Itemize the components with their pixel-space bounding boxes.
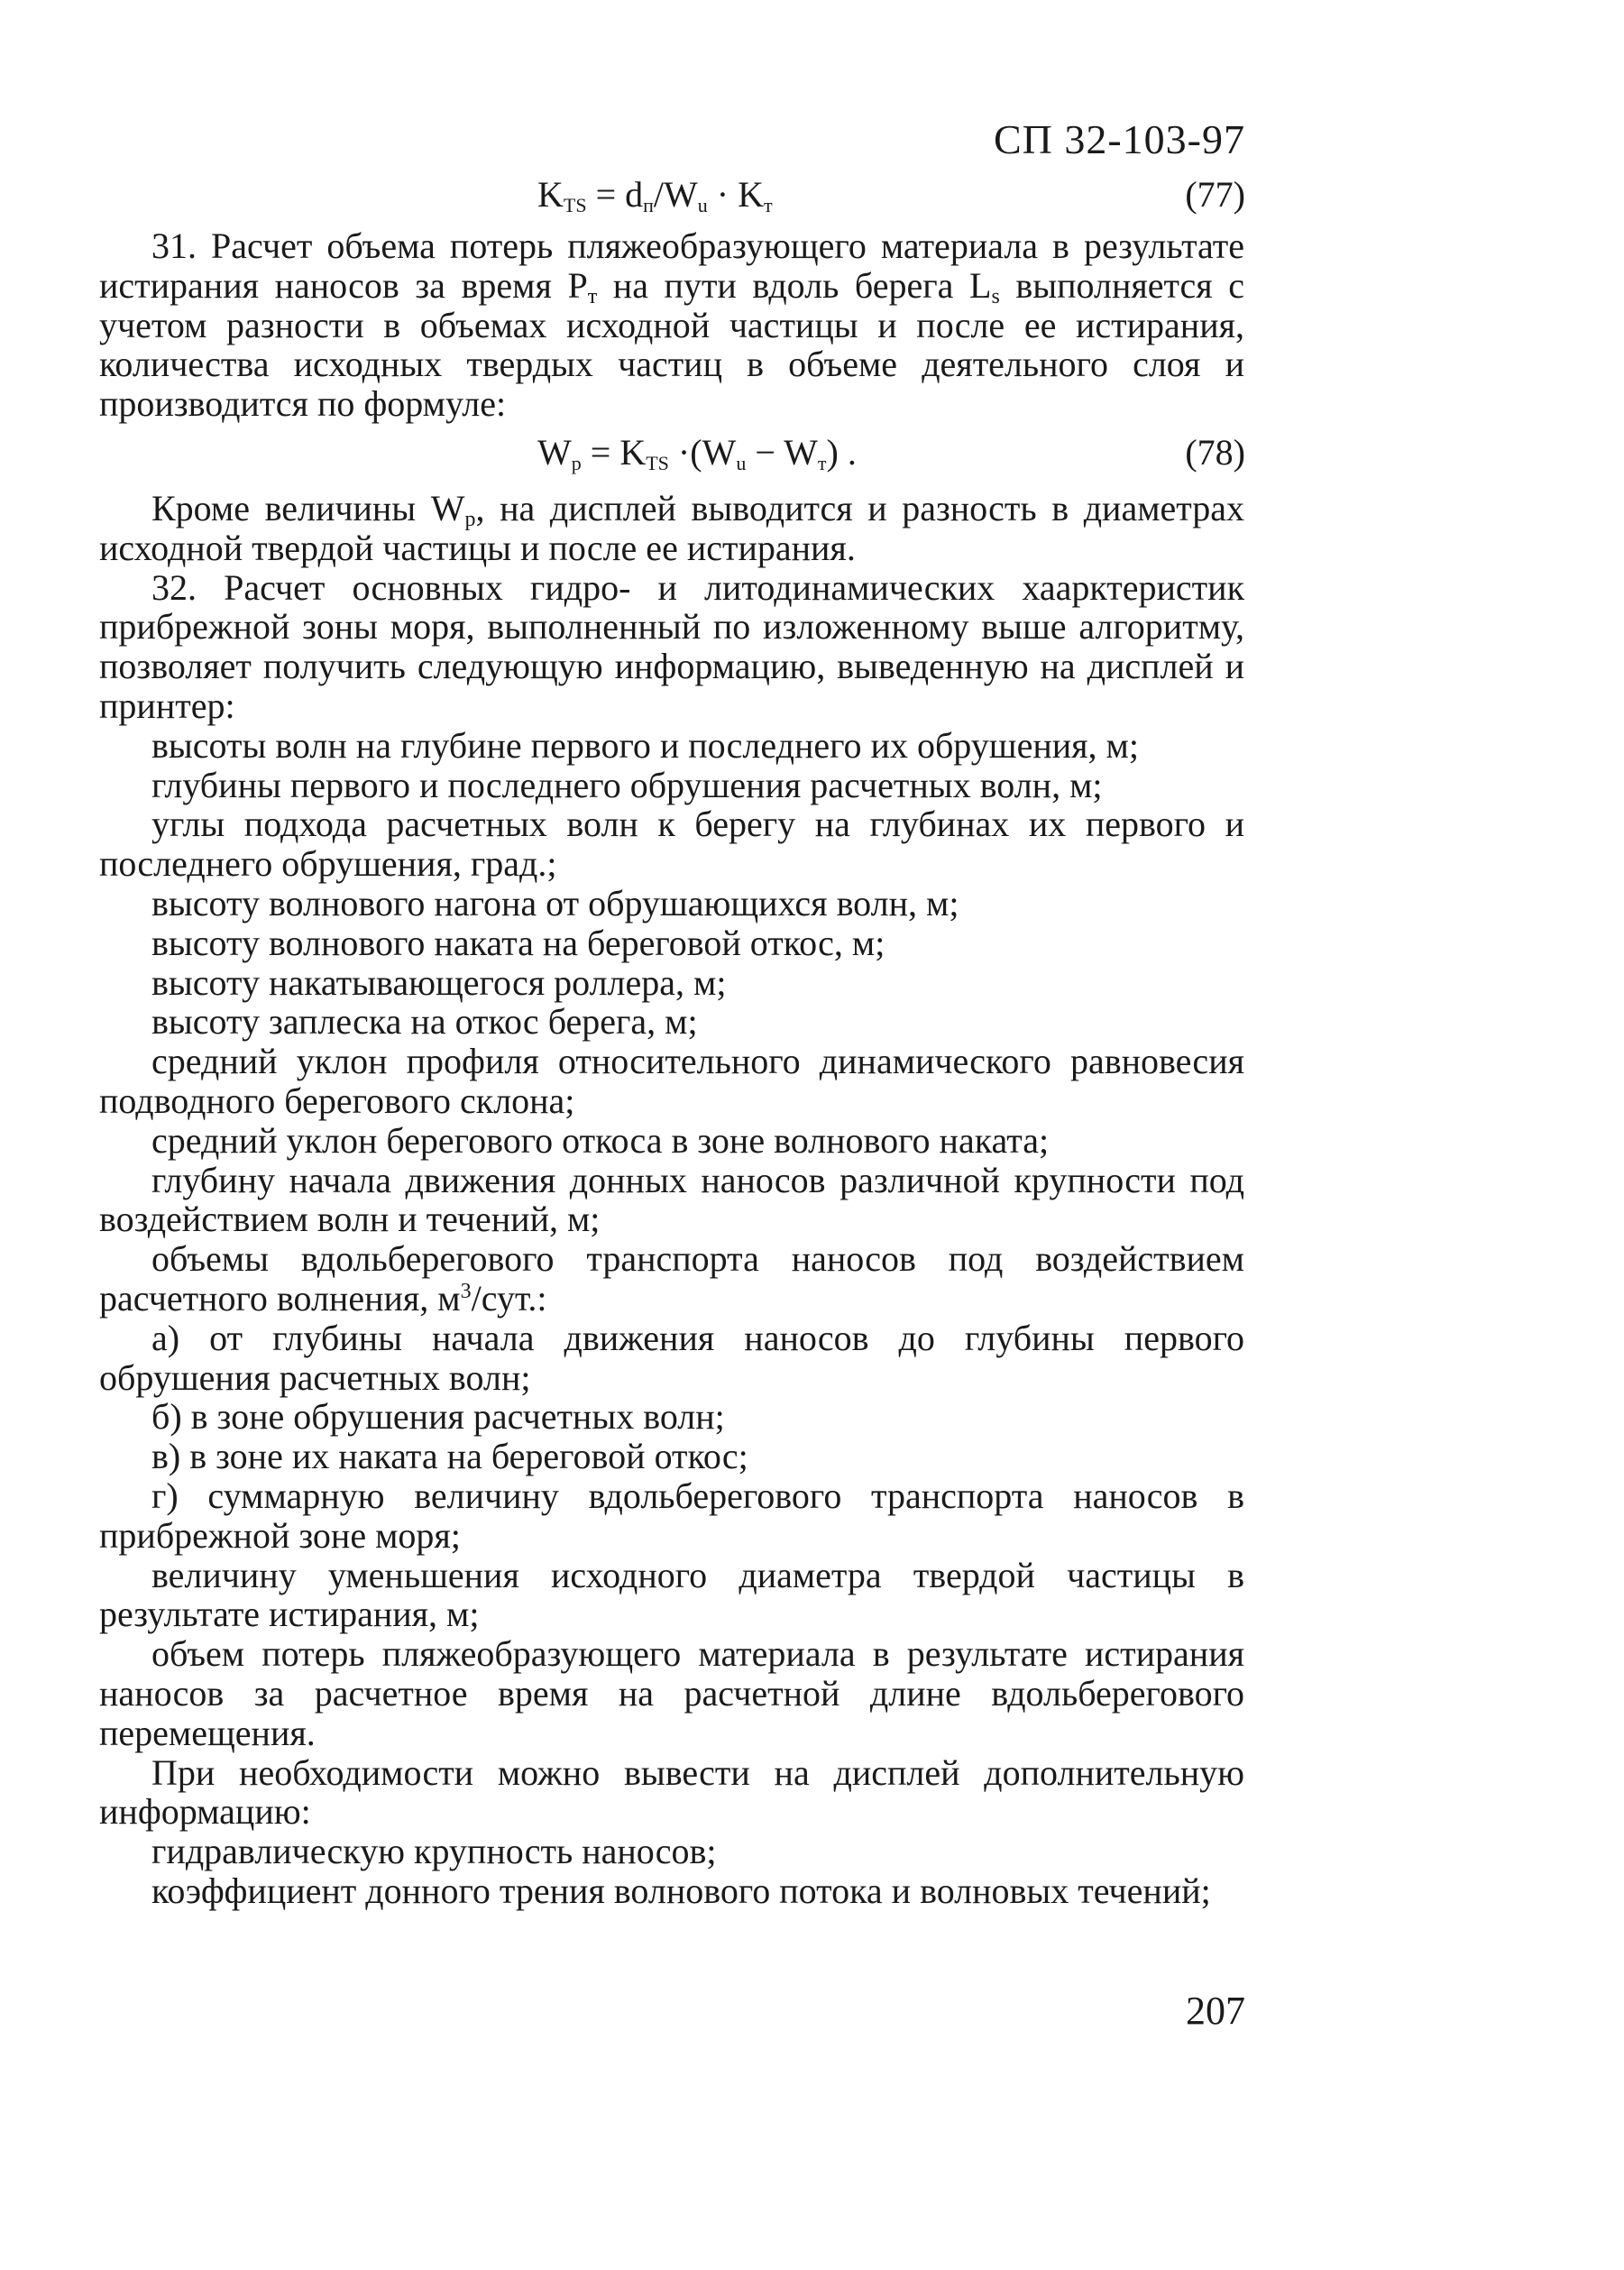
list-item: высоту волнового наката на береговой откос, м; [151,922,885,963]
list-item: величину уменьшения исходного диаметра твердой частицы в результате истирания, м; [99,1554,1244,1635]
list-item: углы подхода расчетных волн к берегу на глубинах их первого и последнего обрушения, град.; [99,804,1244,885]
list-item: глубины первого и последнего обрушения расчетных волн, м; [151,764,1103,805]
list-subitem: г) суммарную величину вдольберегового транспорта наносов в прибрежной зоне моря; [99,1475,1244,1556]
formula-78 [0,431,1624,485]
list-item: высоту накатывающегося роллера, м; [151,961,727,1003]
list-item-volumes: объемы вдольберегового транспорта наносов под воздействием расчетного волнения, $м^3$/сут.: [99,1238,1244,1319]
list-item: коэффициент донного трения волнового потока и волновых течений; [151,1870,1211,1911]
list-subitem: а) от глубины начала движения наносов до глубины первого обрушения расчетных волн; [99,1317,1244,1398]
list-item: глубину начала движения донных наносов различной крупности под воздействием волн и течений, м; [99,1159,1244,1240]
formula-77 [0,173,1624,227]
formula-77-number: (77) [1185,174,1245,215]
body-text [99,489,1244,1911]
list-item: высоты волн на глубине первого и последнего их обрушения, м; [151,724,1139,766]
page-number: 207 [1186,1989,1245,2033]
list-item: высоту волнового нагона от обрушающихся волн, м; [151,882,959,924]
list-subitem: в) в зоне их наката на береговой откос; [151,1436,748,1477]
formula-77-expression: $K_{TS} = d_п/W_u \cdot K_т$ [537,174,773,216]
paragraph-32: 32. Расчет основных гидро- и литодинамических хаарктеристик прибрежной зоны моря, выполненный по изложенному выше алгоритму, позволяет получить следующую информацию, выведенную на дисплей и принтер: [99,566,1244,726]
list-item: средний уклон профиля относительного динамического равновесия подводного берегового склона; [99,1041,1244,1121]
list-subitem: б) в зоне обрушения расчетных волн; [151,1396,725,1438]
list-item: гидравлическую крупность наносов; [151,1831,717,1872]
paragraph-additional-info: При необходимости можно вывести на дисплей дополнительную информацию: [99,1751,1244,1833]
formula-78-number: (78) [1185,432,1245,473]
paragraph-31: 31. Расчет объема потерь пляжеобразующего материала в результате истирания наносов за время $P_т$ на пути вдоль берега $L_s$ выполняется с учетом разности в объемах исходной частицы и после ее истирания, количества исходных твердых частиц в объеме деятельного слоя и производится по формуле: [99,225,1245,425]
list-item: объем потерь пляжеобразующего материала в результате истирания наносов за расчетное время на расчетной длине вдольберегового перемещения. [99,1633,1244,1753]
formula-78-expression: $W_p = K_{TS} \cdot(W_u - W_т)$ . [537,432,857,474]
list-item: высоту заплеска на откос берега, м; [151,1001,698,1043]
paragraph-output-wp: Кроме величины $W_p$, на дисплей выводится и разность в диаметрах исходной твердой частицы и после ее истирания. [99,488,1244,568]
list-item: средний уклон берегового откоса в зоне волнового наката; [151,1119,1050,1161]
document-code: СП 32-103-97 [993,116,1245,162]
